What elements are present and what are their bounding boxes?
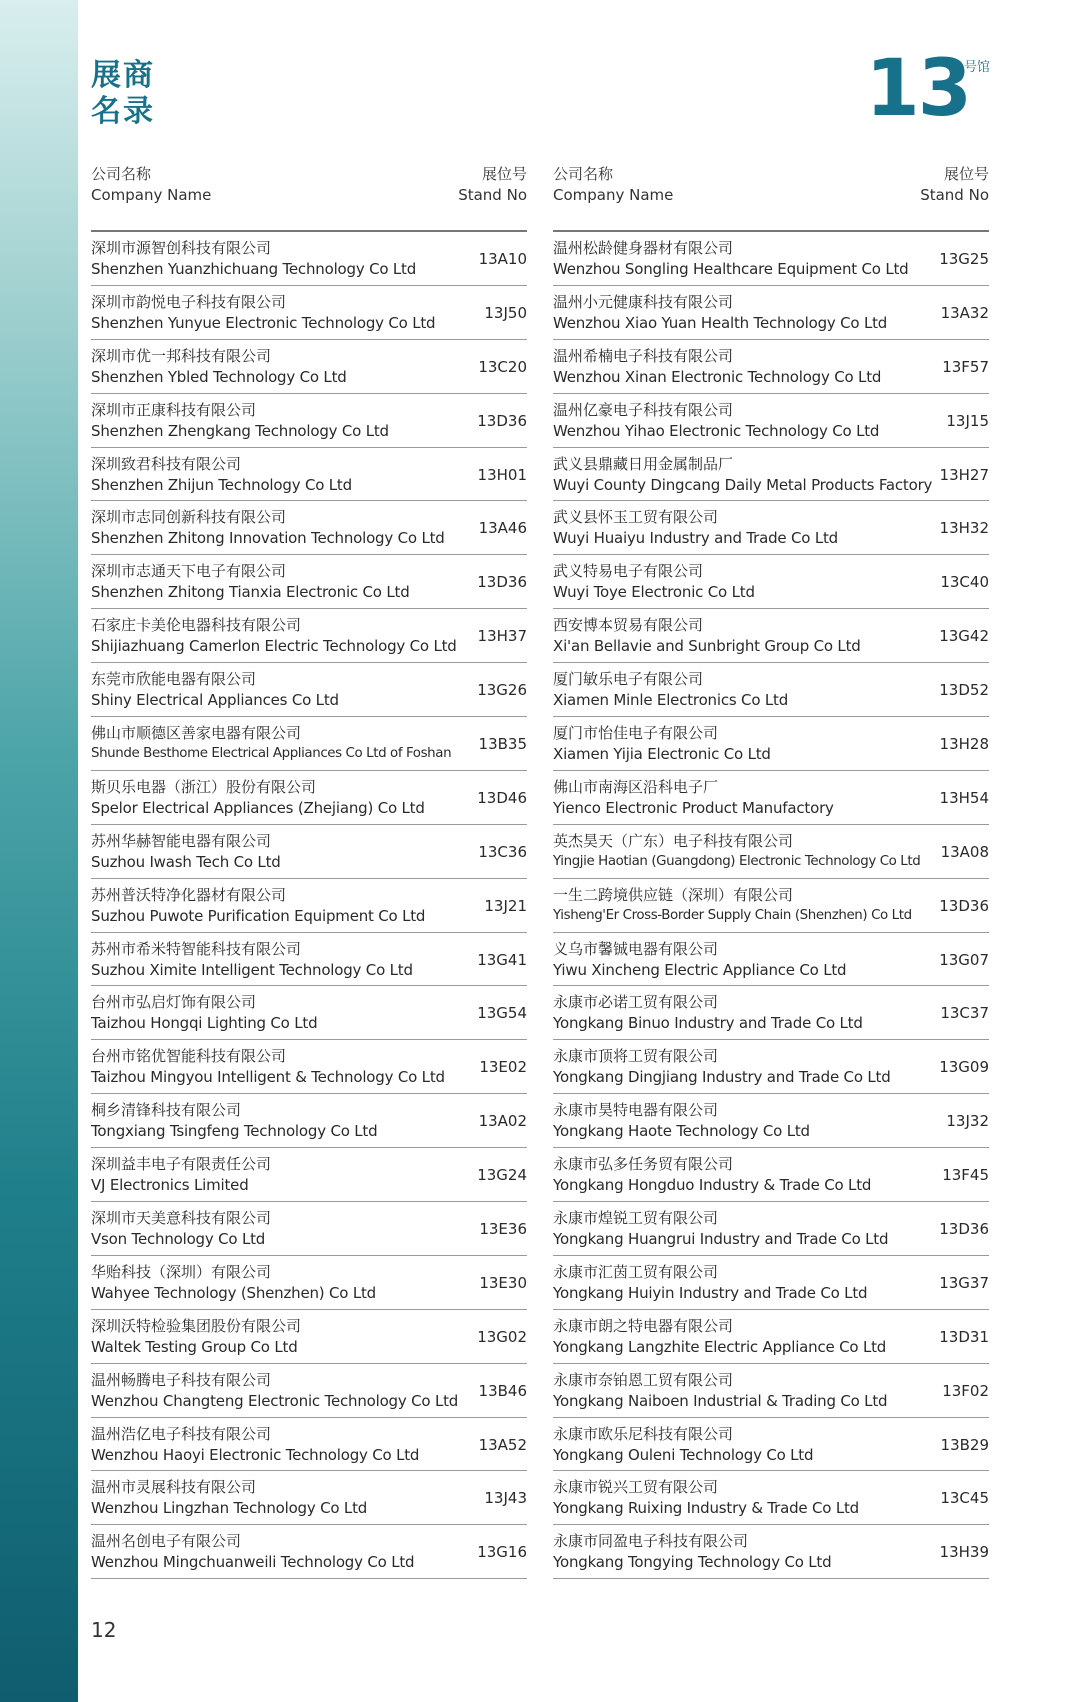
company-name-en: Xiamen Yijia Electronic Co Ltd	[553, 745, 771, 764]
company-name-en: Taizhou Hongqi Lighting Co Ltd	[91, 1014, 318, 1033]
stand-number: 13A52	[478, 1435, 527, 1454]
company-name-en: Yongkang Haote Technology Co Ltd	[553, 1122, 810, 1141]
stand-number: 13A08	[940, 842, 989, 861]
company-name-cn: 佛山市南海区沿科电子厂	[553, 777, 719, 796]
right-rows	[553, 232, 989, 1579]
stand-number: 13G37	[939, 1273, 989, 1292]
exhibitor-row	[553, 448, 989, 502]
exhibitor-row	[91, 1310, 527, 1364]
company-name-en: Wenzhou Changteng Electronic Technology Co Ltd	[91, 1391, 459, 1410]
exhibitor-row	[91, 986, 527, 1040]
company-name-cn: 深圳市优一邦科技有限公司	[91, 346, 272, 365]
stand-number: 13G02	[477, 1327, 527, 1346]
company-name-en: Wuyi County Dingcang Daily Metal Products Factory	[553, 475, 933, 494]
header-stand-cn: 展位号	[481, 165, 527, 183]
stand-number: 13A46	[478, 519, 527, 538]
company-name-en: Yongkang Ruixing Industry & Trade Co Ltd	[553, 1499, 859, 1518]
stand-number: 13G25	[939, 250, 989, 268]
stand-number: 13A02	[478, 1112, 527, 1131]
company-name-cn: 深圳致君科技有限公司	[91, 454, 242, 473]
company-name-cn: 武义县怀玉工贸有限公司	[553, 508, 719, 527]
exhibitor-row	[553, 1094, 989, 1148]
exhibitor-row	[553, 1148, 989, 1202]
side-color-band	[0, 0, 78, 1702]
stand-number: 13C37	[940, 1004, 989, 1023]
exhibitor-row	[553, 1040, 989, 1094]
stand-number: 13J43	[484, 1489, 527, 1508]
header-stand-en: Stand No	[458, 186, 527, 204]
stand-number: 13D52	[939, 681, 989, 700]
header-stand-no	[458, 164, 527, 206]
company-name-cn: 台州市弘启灯饰有限公司	[91, 993, 257, 1012]
company-name-en: Shenzhen Zhengkang Technology Co Ltd	[91, 421, 389, 440]
exhibitor-row	[553, 717, 989, 771]
company-name-cn: 永康市朗之特电器有限公司	[553, 1316, 734, 1335]
exhibitor-row	[553, 501, 989, 555]
exhibitor-row	[91, 879, 527, 933]
company-name-en: Wenzhou Lingzhan Technology Co Ltd	[91, 1499, 368, 1518]
exhibitor-row	[91, 1256, 527, 1310]
stand-number: 13E02	[479, 1058, 527, 1077]
header-stand-no	[920, 164, 989, 206]
exhibitor-row	[553, 1310, 989, 1364]
company-name-en: Yienco Electronic Product Manufactory	[553, 798, 834, 817]
company-name-en: Yongkang Langzhite Electric Appliance Co Ltd	[553, 1337, 887, 1356]
company-name-en: Tongxiang Tsingfeng Technology Co Ltd	[91, 1122, 378, 1141]
company-name-cn: 永康市必诺工贸有限公司	[553, 993, 719, 1012]
company-name-en: Yingjie Haotian (Guangdong) Electronic Technology Co Ltd	[553, 853, 921, 869]
company-name-cn: 苏州市希米特智能科技有限公司	[91, 939, 302, 958]
company-name-en: Yongkang Huiyin Industry and Trade Co Ltd	[553, 1283, 868, 1302]
company-name-cn: 斯贝乐电器（浙江）股份有限公司	[91, 777, 317, 796]
company-name-cn: 深圳市天美意科技有限公司	[91, 1209, 272, 1228]
company-name-en: Xiamen Minle Electronics Co Ltd	[553, 691, 789, 710]
company-name-en: Xi'an Bellavie and Sunbright Group Co Ltd	[553, 637, 861, 656]
stand-number: 13D36	[939, 1220, 989, 1239]
stand-number: 13H39	[939, 1543, 989, 1562]
exhibitor-row	[553, 771, 989, 825]
company-name-cn: 温州浩亿电子科技有限公司	[91, 1424, 272, 1443]
company-name-en: Yongkang Naiboen Industrial & Trading Co Ltd	[553, 1391, 888, 1410]
stand-number: 13B46	[478, 1381, 527, 1400]
stand-number: 13H27	[939, 465, 989, 484]
stand-number: 13J50	[484, 303, 527, 322]
company-name-cn: 佛山市顺德区善家电器有限公司	[91, 724, 302, 743]
stand-number: 13G26	[477, 681, 527, 700]
company-name-cn: 义乌市馨铖电器有限公司	[553, 939, 719, 958]
header-name-cn: 公司名称	[553, 165, 614, 183]
stand-number: 13F57	[942, 357, 989, 376]
exhibitor-row	[91, 501, 527, 555]
company-name-cn: 温州亿豪电子科技有限公司	[553, 400, 734, 419]
exhibitor-row	[91, 1148, 527, 1202]
exhibitor-row	[553, 1418, 989, 1472]
company-name-en: Shenzhen Yuanzhichuang Technology Co Ltd	[91, 260, 417, 278]
company-name-en: VJ Electronics Limited	[91, 1176, 249, 1195]
company-name-cn: 东莞市欣能电器有限公司	[91, 670, 257, 689]
stand-number: 13H28	[939, 735, 989, 754]
stand-number: 13H37	[477, 627, 527, 646]
company-name-en: Suzhou Iwash Tech Co Ltd	[91, 852, 281, 871]
exhibitor-row	[553, 555, 989, 609]
company-name-cn: 西安博本贸易有限公司	[553, 616, 704, 635]
stand-number: 13H54	[939, 788, 989, 807]
stand-number: 13F45	[942, 1166, 989, 1185]
exhibitor-row	[91, 609, 527, 663]
company-name-cn: 温州名创电子有限公司	[91, 1532, 242, 1551]
header-company-name	[91, 164, 211, 206]
column-header	[553, 162, 989, 232]
exhibitor-row	[91, 394, 527, 448]
exhibitor-row	[553, 609, 989, 663]
company-name-en: Wenzhou Xiao Yuan Health Technology Co Ltd	[553, 313, 888, 332]
exhibitor-row	[91, 448, 527, 502]
exhibitor-row	[91, 1040, 527, 1094]
company-name-cn: 温州市灵展科技有限公司	[91, 1478, 257, 1497]
stand-number: 13H01	[477, 465, 527, 484]
company-name-cn: 一生二跨境供应链（深圳）有限公司	[553, 885, 794, 904]
company-name-en: Yongkang Dingjiang Industry and Trade Co Ltd	[553, 1068, 891, 1087]
exhibitor-row	[91, 1471, 527, 1525]
company-name-en: Shenzhen Yunyue Electronic Technology Co Ltd	[91, 313, 436, 332]
company-name-en: Yongkang Ouleni Technology Co Ltd	[553, 1445, 814, 1464]
company-name-en: Yisheng'Er Cross-Border Supply Chain (Shenzhen) Co Ltd	[553, 907, 912, 923]
exhibitor-row	[553, 1471, 989, 1525]
header-company-name	[553, 164, 673, 206]
exhibitor-row	[91, 1364, 527, 1418]
company-name-cn: 深圳市源智创科技有限公司	[91, 239, 272, 257]
exhibitor-row	[91, 1418, 527, 1472]
company-name-en: Yongkang Huangrui Industry and Trade Co Ltd	[553, 1230, 889, 1249]
company-name-cn: 深圳市韵悦电子科技有限公司	[91, 292, 287, 311]
company-name-cn: 英杰昊天（广东）电子科技有限公司	[553, 831, 794, 850]
exhibitor-row	[553, 933, 989, 987]
company-name-cn: 武义特易电子有限公司	[553, 562, 704, 581]
company-name-en: Shijiazhuang Camerlon Electric Technology Co Ltd	[91, 637, 457, 656]
company-name-en: Wenzhou Songling Healthcare Equipment Co Ltd	[553, 260, 909, 278]
company-name-cn: 深圳益丰电子有限责任公司	[91, 1155, 272, 1174]
stand-number: 13A10	[478, 250, 527, 268]
company-name-en: Yongkang Tongying Technology Co Ltd	[553, 1553, 832, 1572]
left-column	[91, 162, 527, 1579]
company-name-cn: 厦门敏乐电子有限公司	[553, 670, 704, 689]
company-name-cn: 永康市弘多任务贸有限公司	[553, 1155, 734, 1174]
right-column	[553, 162, 989, 1579]
company-name-en: Yongkang Binuo Industry and Trade Co Ltd	[553, 1014, 863, 1033]
hall-suffix: 号馆	[964, 60, 991, 75]
company-name-en: Vson Technology Co Ltd	[91, 1230, 266, 1249]
company-name-en: Yongkang Hongduo Industry & Trade Co Ltd	[553, 1176, 872, 1195]
exhibitor-row	[553, 1364, 989, 1418]
exhibitor-row	[553, 340, 989, 394]
company-name-cn: 武义县鼎藏日用金属制品厂	[553, 454, 734, 473]
stand-number: 13G16	[477, 1543, 527, 1562]
company-name-en: Wenzhou Xinan Electronic Technology Co Ltd	[553, 367, 882, 386]
title-line-1: 展商	[91, 58, 155, 93]
company-name-en: Shenzhen Ybled Technology Co Ltd	[91, 367, 347, 386]
stand-number: 13B29	[940, 1435, 989, 1454]
header-stand-cn: 展位号	[943, 165, 989, 183]
company-name-en: Suzhou Ximite Intelligent Technology Co Ltd	[91, 960, 413, 979]
company-name-cn: 石家庄卡美伦电器科技有限公司	[91, 616, 302, 635]
company-name-cn: 深圳沃特检验集团股份有限公司	[91, 1316, 302, 1335]
stand-number: 13J15	[946, 411, 989, 430]
company-name-en: Shunde Besthome Electrical Appliances Co Ltd of Foshan	[91, 746, 452, 762]
page-title	[91, 58, 155, 130]
company-name-cn: 永康市汇茵工贸有限公司	[553, 1262, 719, 1281]
stand-number: 13D36	[477, 573, 527, 592]
company-name-cn: 台州市铭优智能科技有限公司	[91, 1047, 287, 1066]
stand-number: 13J32	[946, 1112, 989, 1131]
exhibitor-row	[553, 825, 989, 879]
page-number: 12	[91, 1618, 117, 1642]
exhibitor-row	[91, 663, 527, 717]
company-name-cn: 温州畅腾电子科技有限公司	[91, 1370, 272, 1389]
stand-number: 13G07	[939, 950, 989, 969]
stand-number: 13B35	[478, 735, 527, 754]
company-name-en: Yiwu Xincheng Electric Appliance Co Ltd	[553, 960, 847, 979]
header-name-en: Company Name	[91, 186, 212, 204]
company-name-en: Wuyi Toye Electronic Co Ltd	[553, 583, 755, 602]
stand-number: 13E30	[479, 1273, 527, 1292]
company-name-en: Spelor Electrical Appliances (Zhejiang) Co Ltd	[91, 798, 425, 817]
company-name-en: Wenzhou Mingchuanweili Technology Co Ltd	[91, 1553, 415, 1572]
company-name-en: Wenzhou Yihao Electronic Technology Co Ltd	[553, 421, 880, 440]
stand-number: 13G42	[939, 627, 989, 646]
company-name-cn: 苏州普沃特净化器材有限公司	[91, 885, 287, 904]
company-name-cn: 桐乡清锋科技有限公司	[91, 1101, 242, 1120]
company-name-cn: 永康市锐兴工贸有限公司	[553, 1478, 719, 1497]
company-name-en: Shiny Electrical Appliances Co Ltd	[91, 691, 339, 710]
company-name-en: Waltek Testing Group Co Ltd	[91, 1337, 298, 1356]
company-name-cn: 永康市昊特电器有限公司	[553, 1101, 719, 1120]
company-name-cn: 永康市奈铂恩工贸有限公司	[553, 1370, 734, 1389]
stand-number: 13G09	[939, 1058, 989, 1077]
exhibitor-row	[553, 1525, 989, 1579]
header-name-en: Company Name	[553, 186, 674, 204]
exhibitor-row	[91, 771, 527, 825]
exhibitor-row	[553, 1256, 989, 1310]
exhibitor-row	[91, 555, 527, 609]
company-name-en: Shenzhen Zhijun Technology Co Ltd	[91, 475, 352, 494]
company-name-cn: 永康市同盈电子科技有限公司	[553, 1532, 749, 1551]
exhibitor-row	[553, 394, 989, 448]
company-name-cn: 永康市顶将工贸有限公司	[553, 1047, 719, 1066]
exhibitor-row	[553, 879, 989, 933]
title-line-2: 名录	[91, 94, 155, 129]
company-name-cn: 永康市煌锐工贸有限公司	[553, 1209, 719, 1228]
header-name-cn: 公司名称	[91, 165, 152, 183]
stand-number: 13C36	[478, 842, 527, 861]
exhibitor-row	[553, 232, 989, 286]
header-stand-en: Stand No	[920, 186, 989, 204]
exhibitor-row	[91, 286, 527, 340]
exhibitor-row	[91, 232, 527, 286]
exhibitor-row	[91, 1525, 527, 1579]
stand-number: 13D46	[477, 788, 527, 807]
exhibitor-row	[91, 933, 527, 987]
company-name-cn: 温州小元健康科技有限公司	[553, 292, 734, 311]
exhibitor-row	[91, 1202, 527, 1256]
exhibitor-row	[91, 717, 527, 771]
stand-number: 13G41	[477, 950, 527, 969]
hall-number: 13	[865, 44, 970, 134]
company-name-cn: 厦门市怡佳电子有限公司	[553, 724, 719, 743]
company-name-en: Shenzhen Zhitong Innovation Technology Co Ltd	[91, 529, 445, 548]
stand-number: 13G24	[477, 1166, 527, 1185]
exhibitor-row	[553, 986, 989, 1040]
stand-number: 13C40	[940, 573, 989, 592]
exhibitor-row	[553, 1202, 989, 1256]
company-name-cn: 温州松龄健身器材有限公司	[553, 239, 734, 257]
left-rows	[91, 232, 527, 1579]
stand-number: 13D36	[939, 896, 989, 915]
company-name-cn: 深圳市正康科技有限公司	[91, 400, 257, 419]
stand-number: 13H32	[939, 519, 989, 538]
company-name-cn: 温州希楠电子科技有限公司	[553, 346, 734, 365]
company-name-cn: 深圳市志通天下电子有限公司	[91, 562, 287, 581]
exhibitor-row	[91, 1094, 527, 1148]
exhibitor-row	[553, 663, 989, 717]
stand-number: 13G54	[477, 1004, 527, 1023]
stand-number: 13A32	[940, 303, 989, 322]
company-name-cn: 深圳市志同创新科技有限公司	[91, 508, 287, 527]
column-header	[91, 162, 527, 232]
exhibitor-list	[91, 162, 989, 1612]
stand-number: 13F02	[942, 1381, 989, 1400]
company-name-en: Wahyee Technology (Shenzhen) Co Ltd	[91, 1283, 376, 1302]
stand-number: 13C20	[478, 357, 527, 376]
company-name-en: Suzhou Puwote Purification Equipment Co Ltd	[91, 906, 426, 925]
exhibitor-row	[553, 286, 989, 340]
stand-number: 13C45	[940, 1489, 989, 1508]
company-name-cn: 永康市欧乐尼科技有限公司	[553, 1424, 734, 1443]
company-name-en: Taizhou Mingyou Intelligent & Technology Co Ltd	[91, 1068, 445, 1087]
company-name-en: Wenzhou Haoyi Electronic Technology Co Ltd	[91, 1445, 420, 1464]
company-name-cn: 苏州华赫智能电器有限公司	[91, 831, 272, 850]
exhibitor-row	[91, 340, 527, 394]
company-name-en: Shenzhen Zhitong Tianxia Electronic Co Ltd	[91, 583, 410, 602]
stand-number: 13J21	[484, 896, 527, 915]
exhibitor-row	[91, 825, 527, 879]
company-name-en: Wuyi Huaiyu Industry and Trade Co Ltd	[553, 529, 838, 548]
stand-number: 13D31	[939, 1327, 989, 1346]
stand-number: 13E36	[479, 1220, 527, 1239]
company-name-cn: 华贻科技（深圳）有限公司	[91, 1262, 272, 1281]
stand-number: 13D36	[477, 411, 527, 430]
